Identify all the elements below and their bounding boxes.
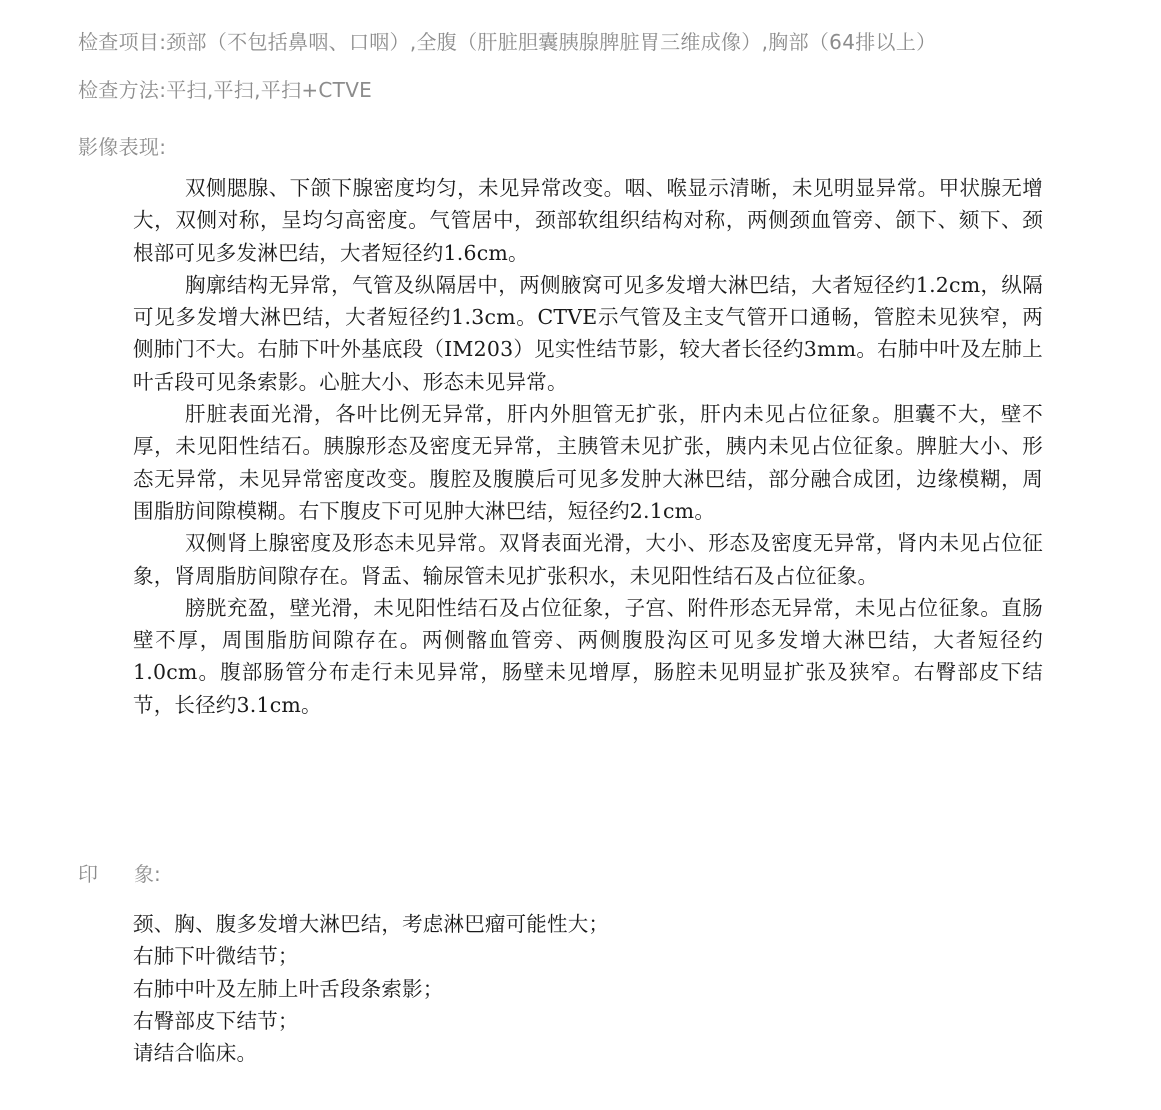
impression-item: 右臀部皮下结节；: [133, 1008, 299, 1033]
findings-label: 影像表现:: [78, 135, 167, 159]
exam-method-value: 平扫,平扫,平扫+CTVE: [166, 78, 373, 102]
exam-items-label: 检查项目:: [78, 30, 167, 54]
findings-paragraph-kidney: 双侧肾上腺密度及形态未见异常。双肾表面光滑，大小、形态及密度无异常，肾内未见占位征象，肾周脂肪间隙存在。肾盂、输尿管未见扩张积水，未见阳性结石及占位征象。: [133, 531, 1043, 588]
findings-heading: [78, 131, 166, 160]
exam-method-row: [78, 74, 372, 103]
impression-item: 右肺下叶微结节；: [133, 944, 299, 969]
findings-body: [133, 172, 1043, 721]
findings-paragraph-abdomen: 肝脏表面光滑，各叶比例无异常，肝内外胆管无扩张，肝内未见占位征象。胆囊不大，壁不厚，未见阳性结石。胰腺形态及密度无异常，主胰管未见扩张，胰内未见占位征象。脾脏大小、形态无异常，未见异常密度改变。腹腔及腹膜后可见多发肿大淋巴结，部分融合成团，边缘模糊，周围脂肪间隙模糊。右下腹皮下可见肿大淋巴结，短径约2.1cm。: [133, 402, 1043, 523]
exam-items-row: [78, 26, 936, 55]
impression-heading: [78, 858, 161, 887]
impression-item: 请结合临床。: [133, 1041, 258, 1066]
impression-item: 颈、胸、腹多发增大淋巴结，考虑淋巴瘤可能性大；: [133, 912, 610, 936]
exam-items-value: 颈部（不包括鼻咽、口咽）,全腹（肝脏胆囊胰腺脾脏胃三维成像）,胸部（64排以上）: [166, 30, 937, 54]
impression-list: [133, 908, 609, 1069]
findings-paragraph-pelvis: 膀胱充盈，壁光滑，未见阳性结石及占位征象，子宫、附件形态无异常，未见占位征象。直肠壁不厚，周围脂肪间隙存在。两侧髂血管旁、两侧腹股沟区可见多发增大淋巴结，大者短径约1.0cm。腹部肠管分布走行未见异常，肠壁未见增厚，肠腔未见明显扩张及狭窄。右臀部皮下结节，长径约3.1cm。: [133, 595, 1043, 717]
exam-method-label: 检查方法:: [78, 78, 167, 102]
impression-label: 印 象:: [78, 862, 161, 886]
impression-item: 右肺中叶及左肺上叶舌段条索影；: [133, 976, 444, 1001]
findings-paragraph-chest: 胸廓结构无异常，气管及纵隔居中，两侧腋窝可见多发增大淋巴结，大者短径约1.2cm，纵隔可见多发增大淋巴结，大者短径约1.3cm。CTVE示气管及主支气管开口通畅，管腔未见狭窄，两侧肺门不大。右肺下叶外基底段（IM203）见实性结节影，较大者长径约3mm。右肺中叶及左肺上叶舌段可见条索影。心脏大小、形态未见异常。: [133, 272, 1043, 394]
findings-paragraph-neck: 双侧腮腺、下颌下腺密度均匀，未见异常改变。咽、喉显示清晰，未见明显异常。甲状腺无增大，双侧对称，呈均匀高密度。气管居中，颈部软组织结构对称，两侧颈血管旁、颌下、颏下、颈根部可见多发淋巴结，大者短径约1.6cm。: [133, 176, 1043, 265]
